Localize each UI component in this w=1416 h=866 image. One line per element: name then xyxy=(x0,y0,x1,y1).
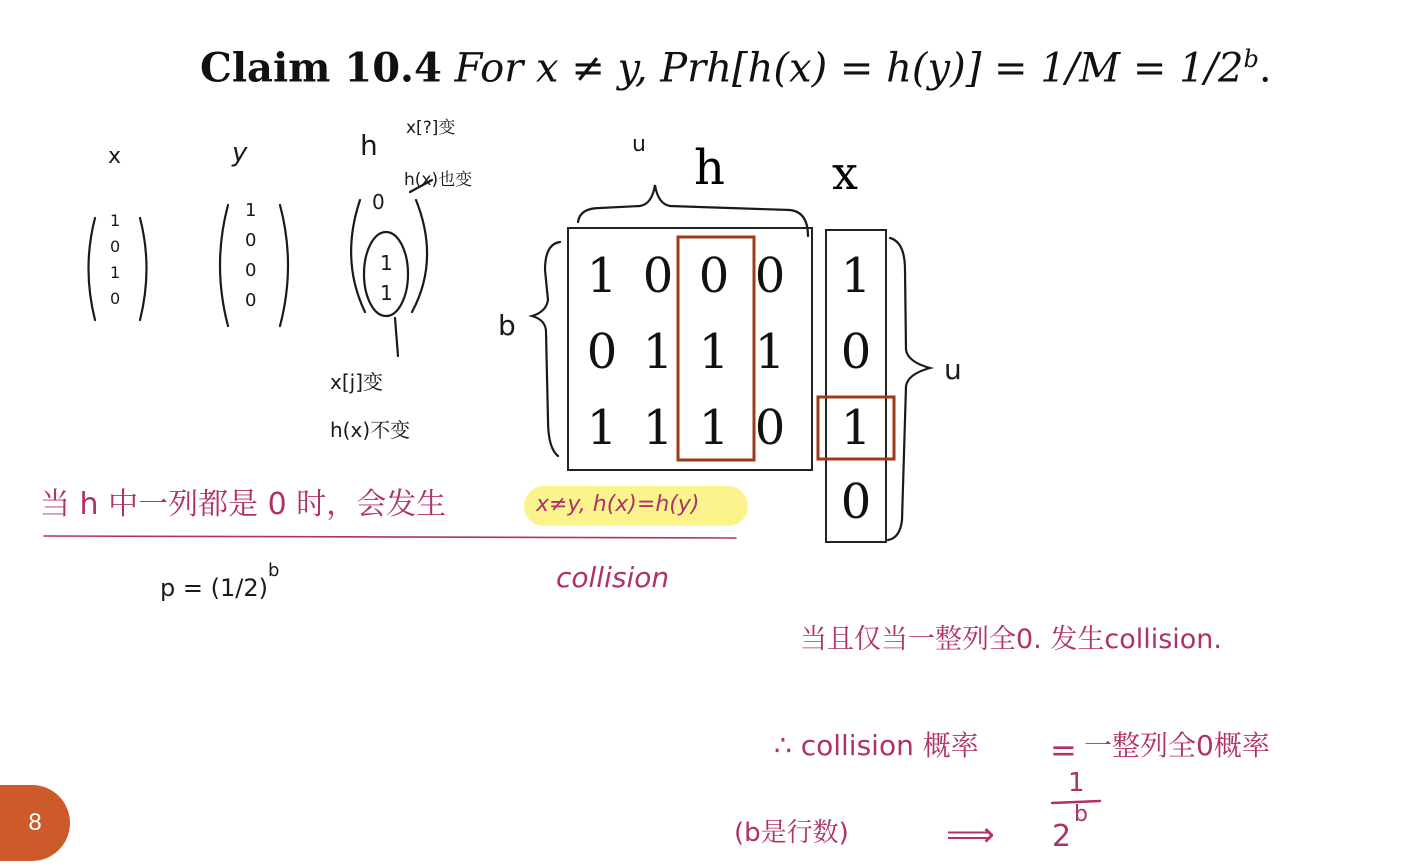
result-arrow: ⟹ xyxy=(946,815,995,855)
vector-h-value: 1 xyxy=(380,281,393,305)
h-cell: 1 xyxy=(642,400,674,456)
h-cell: 1 xyxy=(698,400,730,456)
probability-exponent: b xyxy=(268,560,280,581)
vector-x-value: 1 xyxy=(110,263,121,282)
note-b-rows: (b是行数) xyxy=(734,818,849,848)
matrix-u-right: u xyxy=(944,353,962,386)
vector-y-label: y xyxy=(232,138,248,168)
x-cell: 1 xyxy=(840,248,872,304)
note-iff: 当且仅当一整列全0. 发生collision. xyxy=(800,624,1222,655)
note-line1: 当 h 中一列都是 0 时，会发生 xyxy=(40,487,447,522)
vector-h-label: h xyxy=(360,129,378,162)
matrix-b-label: b xyxy=(498,309,516,342)
note-therefore-eq: = xyxy=(1050,731,1077,769)
h-cell: 0 xyxy=(642,248,674,304)
fraction-numerator: 1 xyxy=(1068,768,1085,798)
fraction-denominator: 2 xyxy=(1052,819,1072,854)
claim-end: . xyxy=(1258,45,1272,92)
h-note-bottom-1: x[j]变 xyxy=(330,370,383,394)
claim-statement: For x ≠ y, Prh[h(x) = h(y)] = 1/M = 1/2 xyxy=(454,45,1244,92)
vector-h-value: 1 xyxy=(380,251,393,275)
x-cell: 1 xyxy=(840,400,872,456)
probability: p = (1/2) xyxy=(160,574,268,602)
h-cell: 1 xyxy=(586,248,618,304)
vector-x-value: 0 xyxy=(110,289,121,308)
x-cell: 0 xyxy=(840,324,872,380)
vector-y-value: 0 xyxy=(245,260,257,281)
vector-h-value-0: 0 xyxy=(372,190,385,214)
note-therefore-right: 一整列全0概率 xyxy=(1084,729,1270,762)
h-cell: 1 xyxy=(754,324,786,380)
h-cell: 0 xyxy=(754,248,786,304)
vector-y-value: 0 xyxy=(245,290,257,311)
h-cell: 1 xyxy=(586,400,618,456)
fraction-exponent: b xyxy=(1074,802,1088,827)
note-line1-highlight: x≠y, h(x)=h(y) xyxy=(536,492,700,517)
claim-label: Claim 10.4 xyxy=(200,44,442,92)
vector-x-values xyxy=(110,208,120,312)
h-note-top-1: x[?]变 xyxy=(406,118,456,138)
vector-x-label: x xyxy=(108,144,122,169)
matrix-u-top: u xyxy=(632,132,646,157)
vector-y-value: 1 xyxy=(245,200,257,221)
x-cell: 0 xyxy=(840,474,872,530)
vector-y-value: 0 xyxy=(245,230,257,251)
claim-superscript: b xyxy=(1243,45,1259,73)
matrix-x-label: x xyxy=(832,146,858,200)
h-cell: 1 xyxy=(642,324,674,380)
note-therefore-left: ∴ collision 概率 xyxy=(774,729,979,762)
vector-x-value: 1 xyxy=(110,211,121,230)
h-cell: 0 xyxy=(698,248,730,304)
h-note-bottom-2: h(x)不变 xyxy=(330,418,411,442)
matrix-h-label: h xyxy=(694,140,725,196)
h-cell: 0 xyxy=(754,400,786,456)
vector-y-values xyxy=(245,196,256,316)
collision-label: collision xyxy=(556,561,670,594)
vector-h-inner xyxy=(380,248,393,308)
page-number-badge[interactable]: 8 xyxy=(0,785,70,861)
vector-x-value: 0 xyxy=(110,237,121,256)
h-note-top-2: h(x)也变 xyxy=(404,170,473,190)
h-cell: 0 xyxy=(586,324,618,380)
h-cell: 1 xyxy=(698,324,730,380)
